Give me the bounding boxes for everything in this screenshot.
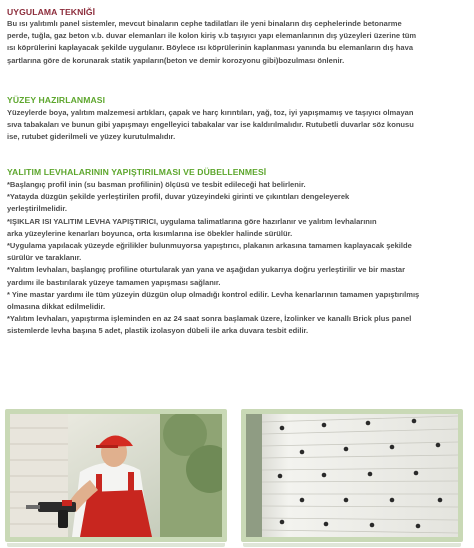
paragraph-line: *Başlangıç profil inin (su basman profilinin) ölçüsü ve tesbit edileceği hat belirlenir.	[7, 180, 306, 189]
paragraph-line: *Yalıtım levhaları, yapıştırma işleminden en az 24 saat sonra başlamak üzere, İzolinker ve kanallı Brick plus panel	[7, 314, 412, 324]
photo-shadow	[243, 543, 461, 547]
paragraph-line: * Yine mastar yardımı ile tüm yüzeyin düzgün olup olmadığı kontrol edilir. Levha kenarlarının tamamen yapıştırılmış	[7, 289, 420, 299]
document-content	[7, 4, 465, 336]
paragraph-line: Bu ısı yalıtımlı panel sistemler, mevcut binaların cephe tadilatları ile yeni binaların dış cephelerinde betonarme	[7, 19, 402, 28]
paragraph-line: arka yüzeylerine kenarları boyunca, orta kısımlarına ise öbekler halinde sürülür.	[7, 228, 293, 238]
paragraph-line: ısı köprülerini kaplayacak şekilde uygulanır. Böylece ısı köprülerinin kaplanması yanında bu elemanların dış hava	[7, 43, 414, 53]
section-application-technique	[7, 6, 465, 67]
paragraph-line: sıva tabakaları ve bunun gibi yapışmayı engelleyici tabakalar var ise kaldırılmalıdır. Rutubetli duvarlar söz konusu	[7, 120, 414, 130]
section-board-bonding	[7, 166, 419, 338]
paragraph-line: şartlarına göre de korunarak statik yapıların(beton ve demir korozyonu gibi)bozulması önlenir.	[7, 55, 345, 65]
section-title: YÜZEY HAZIRLANMASI	[7, 95, 106, 105]
paragraph-line: perde, tuğla, gaz beton v.b. duvar elemanları ile kolon kiriş v.b taşıyıcı yapı elemanlarının dış yüzeyleri üzerine tüm	[7, 31, 417, 41]
paragraph-line: ise, rutubet giderilmeli ve yüzey kurutulmalıdır.	[7, 132, 176, 142]
paragraph-line: *Yatayda düzgün şekilde yerleştirilen profil, duvar yüzeyindeki girinti ve çıkıntıları dengeleyerek	[7, 192, 350, 202]
paragraph-line: yardımı ile bastırılarak yüzeye tamamen yapışması sağlanır.	[7, 277, 221, 287]
worker-drilling-photo	[10, 414, 222, 537]
paragraph-line: *IŞIKLAR ISI YALITIM LEVHA YAPIŞTIRICI, uygulama talimatlarına göre hazırlanır ve yalıtım levhalarının	[7, 216, 377, 226]
paragraph-line: Yüzeylerde boya, yalıtım malzemesi artıkları, çapak ve harç kırıntıları, yağ, toz, iyi yapışmamış ve taşıyıcı olmayan	[7, 108, 414, 117]
paragraph-line: sürülür ve taraklanır.	[7, 253, 82, 263]
worker-drilling-photo-frame	[5, 409, 227, 542]
section-title: UYGULAMA TEKNİĞİ	[7, 7, 96, 17]
section-title: YALITIM LEVHALARININ YAPIŞTIRILMASI VE DÜBELLENMESİ	[7, 167, 267, 177]
paragraph-line: yerleştirilmelidir.	[7, 204, 67, 214]
section-surface-preparation	[7, 94, 414, 144]
paragraph-line: sistemlerde levha başına 5 adet, plastik izolasyon dübeli ile arka duvara tesbit edilir.	[7, 326, 309, 336]
paragraph-line: olmasına dikkat edilmelidir.	[7, 302, 106, 312]
photo-gallery	[0, 409, 474, 548]
photo-shadow	[7, 543, 225, 547]
panel-wall-photo-frame	[241, 409, 463, 542]
paragraph-line: *Yalıtım levhaları, başlangıç profiline oturtularak yan yana ve aşağıdan yukarıya doğru yerleştirilir ve bir mastar	[7, 265, 406, 275]
paragraph-line: *Uygulama yapılacak yüzeyde eğrilikler bulunmuyorsa yapıştırıcı, plakanın arkasına tamamen kaplayacak şekilde	[7, 241, 412, 251]
panel-wall-photo	[246, 414, 458, 537]
